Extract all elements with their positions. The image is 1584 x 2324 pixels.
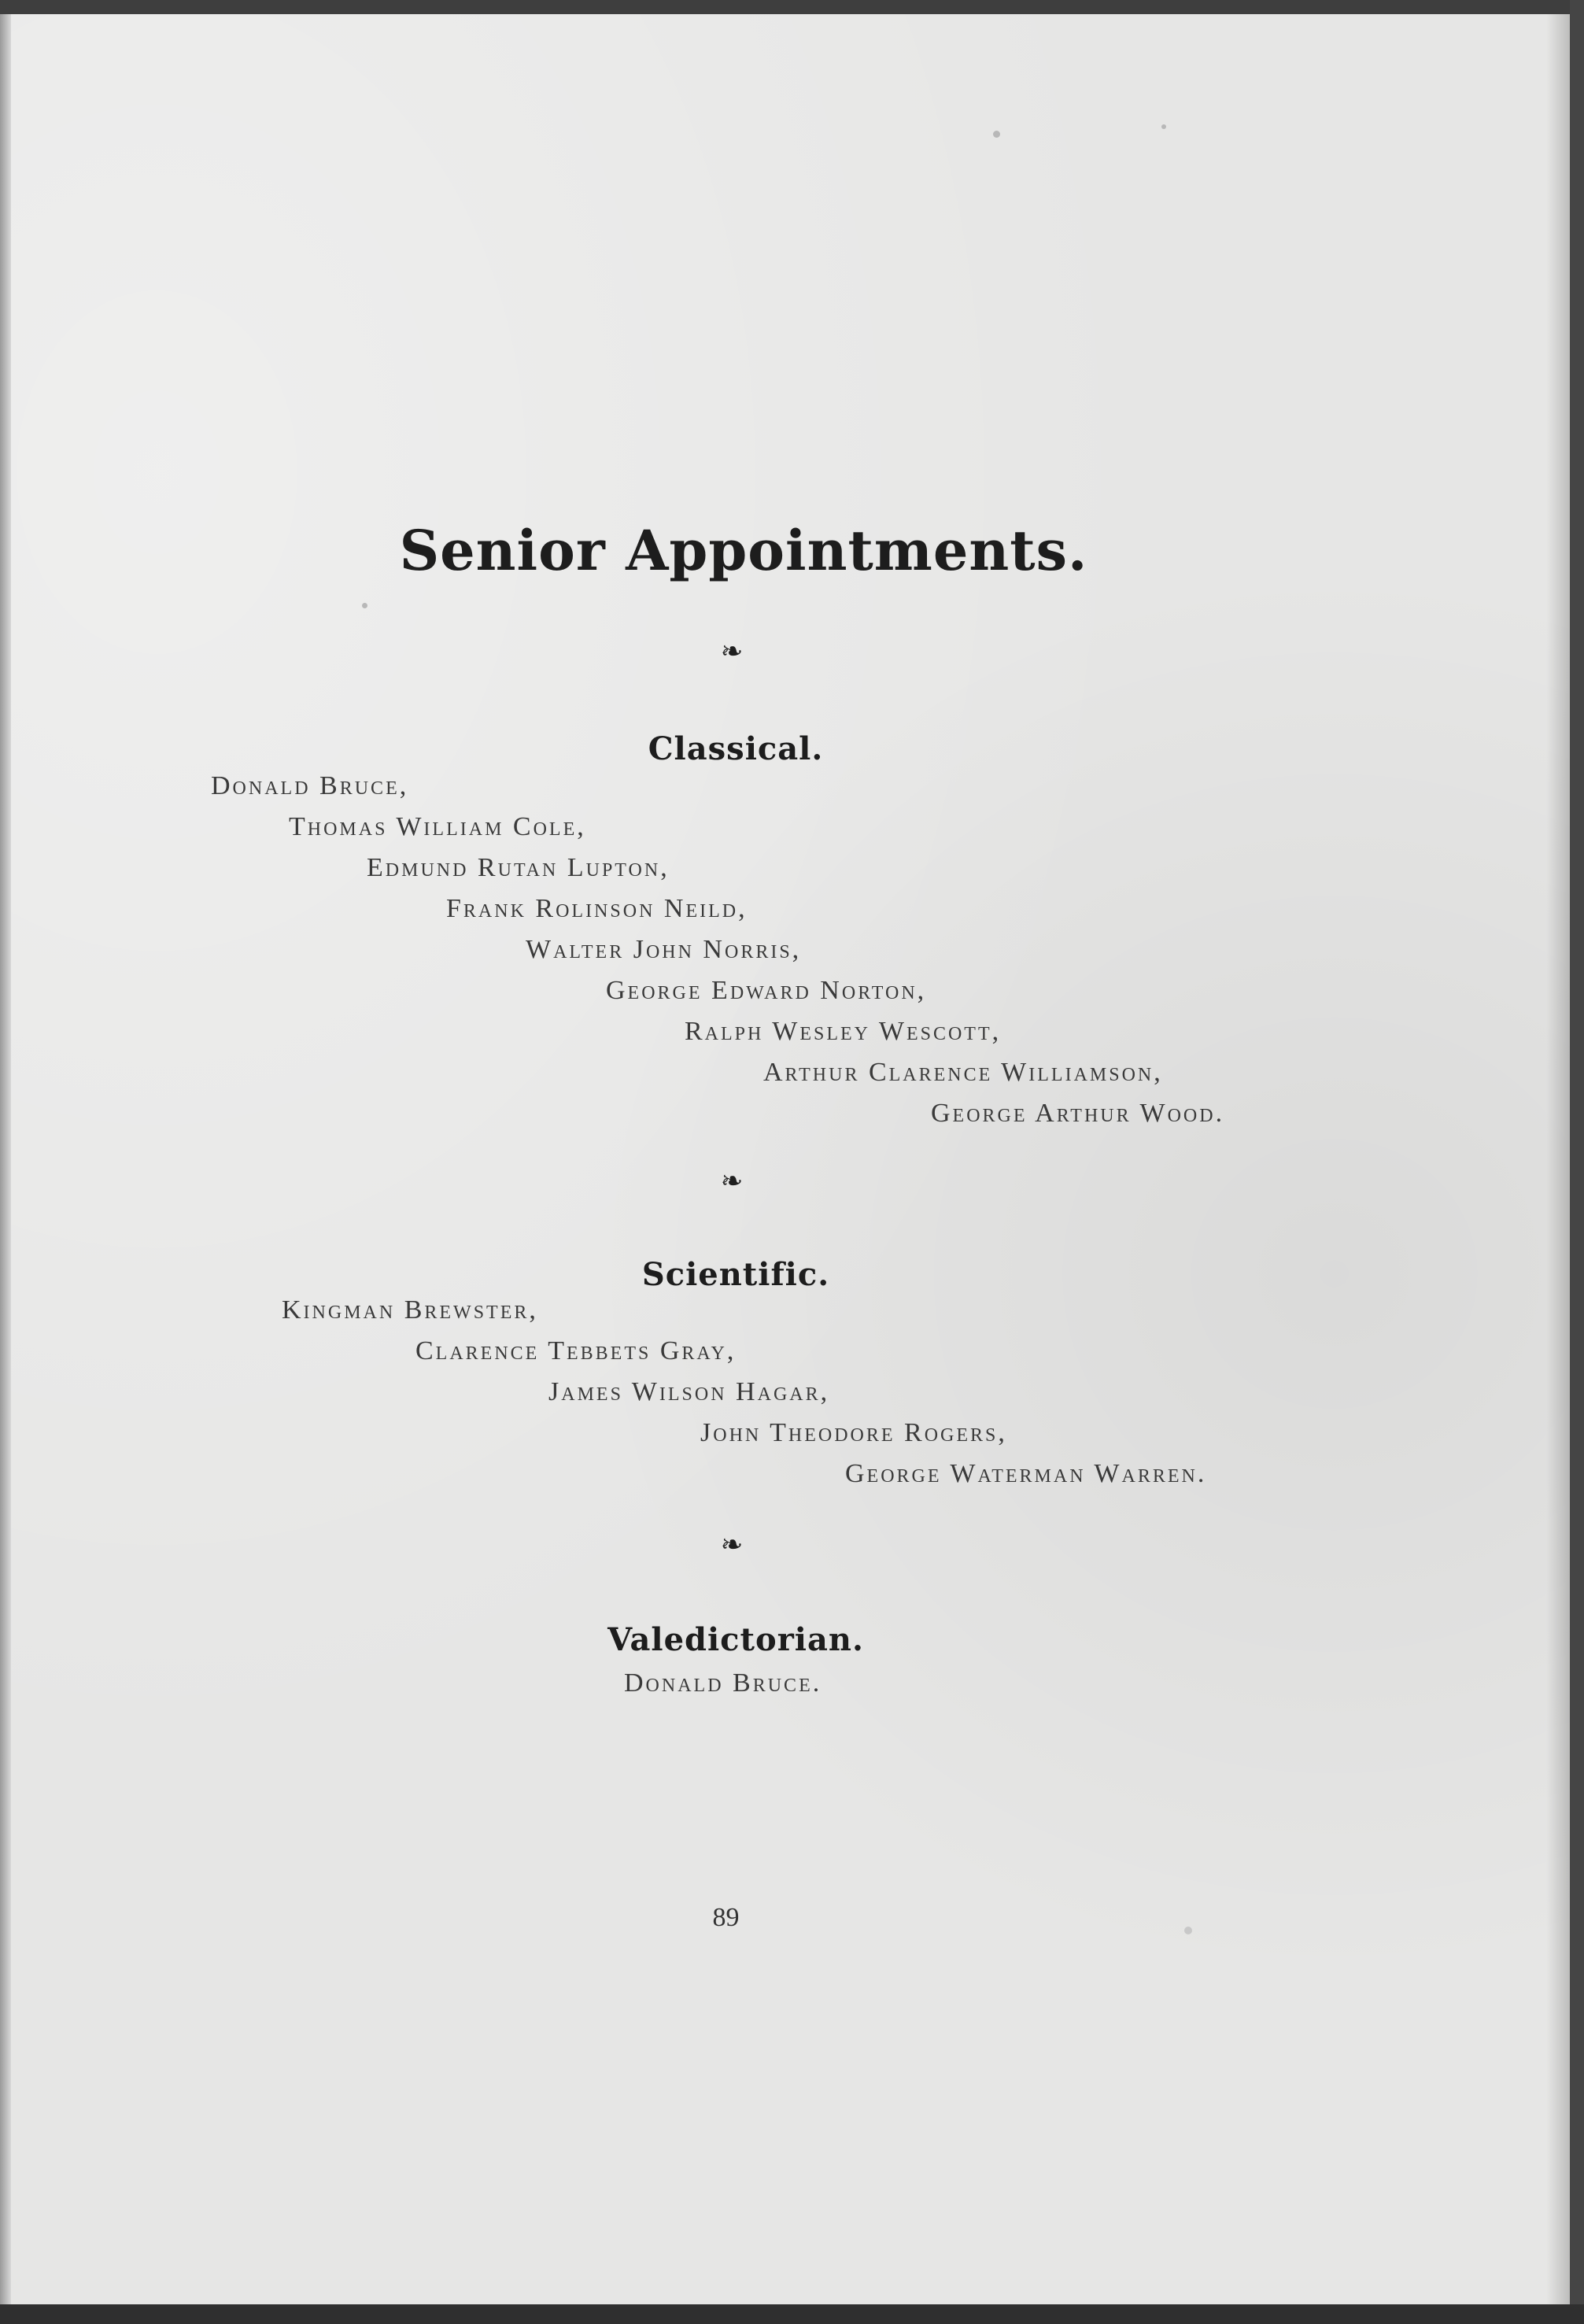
- classical-name: Edmund Rutan Lupton,: [367, 853, 670, 882]
- page-gutter: [0, 14, 11, 2304]
- classical-name: George Arthur Wood.: [931, 1099, 1225, 1128]
- scan-edge-top: [0, 0, 1584, 14]
- classical-name: George Edward Norton,: [606, 976, 927, 1005]
- section-heading-classical: Classical.: [648, 730, 824, 767]
- classical-name: Walter John Norris,: [526, 935, 802, 964]
- scan-edge-right: [1570, 0, 1584, 2324]
- classical-name: Thomas William Cole,: [289, 812, 586, 841]
- page-number: 89: [712, 1903, 740, 1932]
- ornament-icon: ❧: [720, 1529, 744, 1561]
- scientific-name: John Theodore Rogers,: [700, 1418, 1007, 1447]
- scientific-name: James Wilson Hagar,: [548, 1377, 830, 1406]
- section-heading-scientific: Scientific.: [641, 1256, 830, 1293]
- scientific-name: Clarence Tebbets Gray,: [415, 1336, 737, 1365]
- valedictorian-name: Donald Bruce.: [624, 1668, 822, 1698]
- page-title: Senior Appointments.: [399, 518, 1088, 583]
- classical-name: Ralph Wesley Wescott,: [685, 1017, 1002, 1046]
- ornament-icon: ❧: [720, 1166, 744, 1197]
- paper-speck: [993, 131, 1000, 138]
- scientific-name: George Waterman Warren.: [845, 1459, 1207, 1488]
- scan-edge-bottom: [0, 2304, 1584, 2324]
- paper-speck: [362, 603, 367, 608]
- classical-name: Arthur Clarence Williamson,: [763, 1058, 1163, 1087]
- ornament-icon: ❧: [720, 636, 744, 667]
- paper-speck: [1161, 124, 1166, 129]
- classical-name: Donald Bruce,: [211, 771, 409, 800]
- section-heading-valedictorian: Valedictorian.: [607, 1621, 864, 1658]
- classical-name: Frank Rolinson Neild,: [446, 894, 748, 923]
- page-shadow: [1546, 14, 1570, 2304]
- book-page: [0, 14, 1570, 2304]
- scientific-name: Kingman Brewster,: [282, 1295, 538, 1325]
